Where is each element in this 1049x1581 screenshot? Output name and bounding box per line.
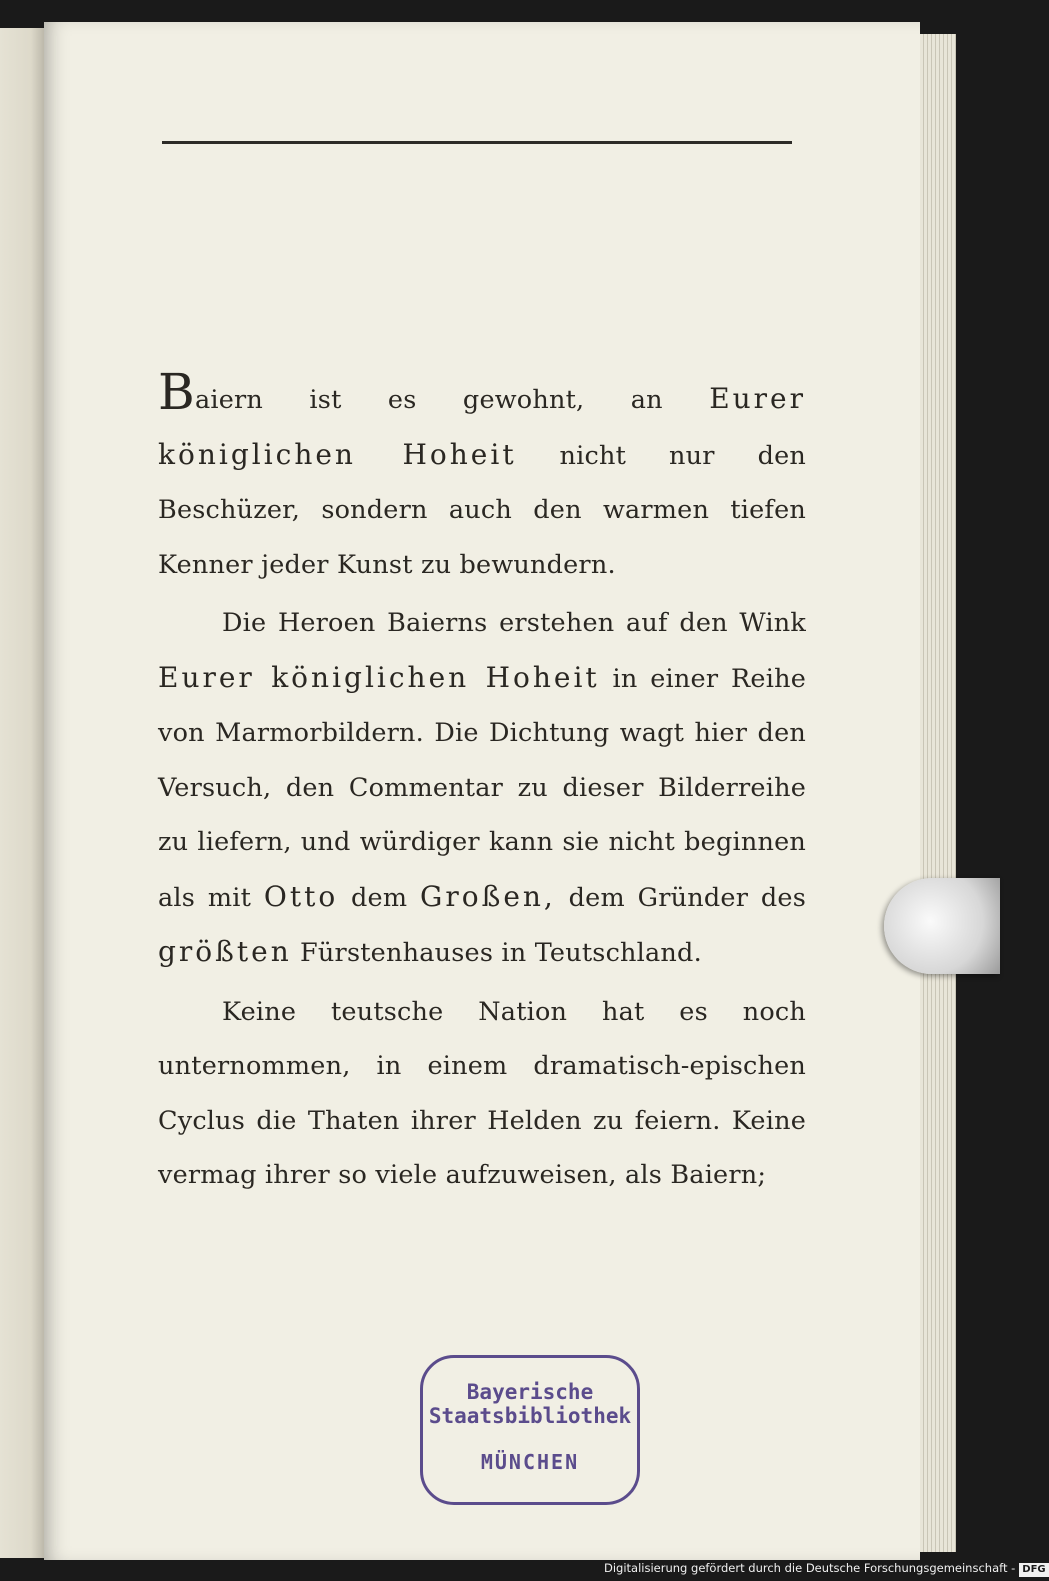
text-run: nicht nur den Beschüzer, sondern auch den warmen tiefen Kenner jeder Kunst zu bewundern. [158, 440, 807, 580]
body-text [158, 363, 807, 1203]
stamp-line-3: MÜNCHEN [480, 1450, 580, 1474]
text-run: in einer Reihe von Marmorbildern. Die Dichtung wagt hier den Versuch, den Commentar zu dieser Bilderreihe zu liefern, und würdiger kann sie nicht beginnen als mit [158, 663, 806, 913]
digitization-footer [604, 1557, 1046, 1579]
spaced-text-run: Eurer königlichen Hoheit [158, 660, 600, 694]
paragraph-2 [158, 596, 806, 981]
stamp-line-1: Bayerische [466, 1380, 594, 1404]
page-clip [884, 878, 1000, 974]
header-rule [162, 141, 792, 144]
footer-text: Digitalisierung gefördert durch die Deutsche Forschungsgemeinschaft - [604, 1561, 1016, 1575]
library-stamp [420, 1355, 640, 1505]
drop-cap: B [158, 363, 195, 421]
stamp-line-2: Staatsbibliothek [428, 1404, 632, 1428]
text-run: dem [338, 882, 421, 913]
text-run: Keine teutsche Nation hat es noch unternommen, in einem dramatisch-epischen Cyclus die Thaten ihrer Helden zu feiern. Keine vermag ihrer so viele aufzuweisen, als Baiern; [158, 996, 806, 1190]
spaced-text-run: Otto [263, 879, 339, 913]
text-run: aiern ist es gewohnt, an [194, 385, 710, 415]
text-run: dem Gründer des [555, 882, 806, 913]
spaced-text-run: Eurer königlichen Hoheit [158, 382, 806, 471]
dfg-logo-icon: DFG [1019, 1563, 1048, 1577]
text-run: Die Heroen Baierns erstehen auf den Wink [222, 608, 806, 638]
text-run: Fürstenhauses in Teutschland. [291, 938, 702, 968]
spaced-text-run: größten [158, 935, 292, 968]
previous-page-edge [0, 28, 44, 1558]
paragraph-3 [158, 985, 806, 1203]
page-stack-edge [920, 34, 956, 1552]
spaced-text-run: Großen, [420, 879, 556, 913]
paragraph-1 [158, 363, 807, 592]
